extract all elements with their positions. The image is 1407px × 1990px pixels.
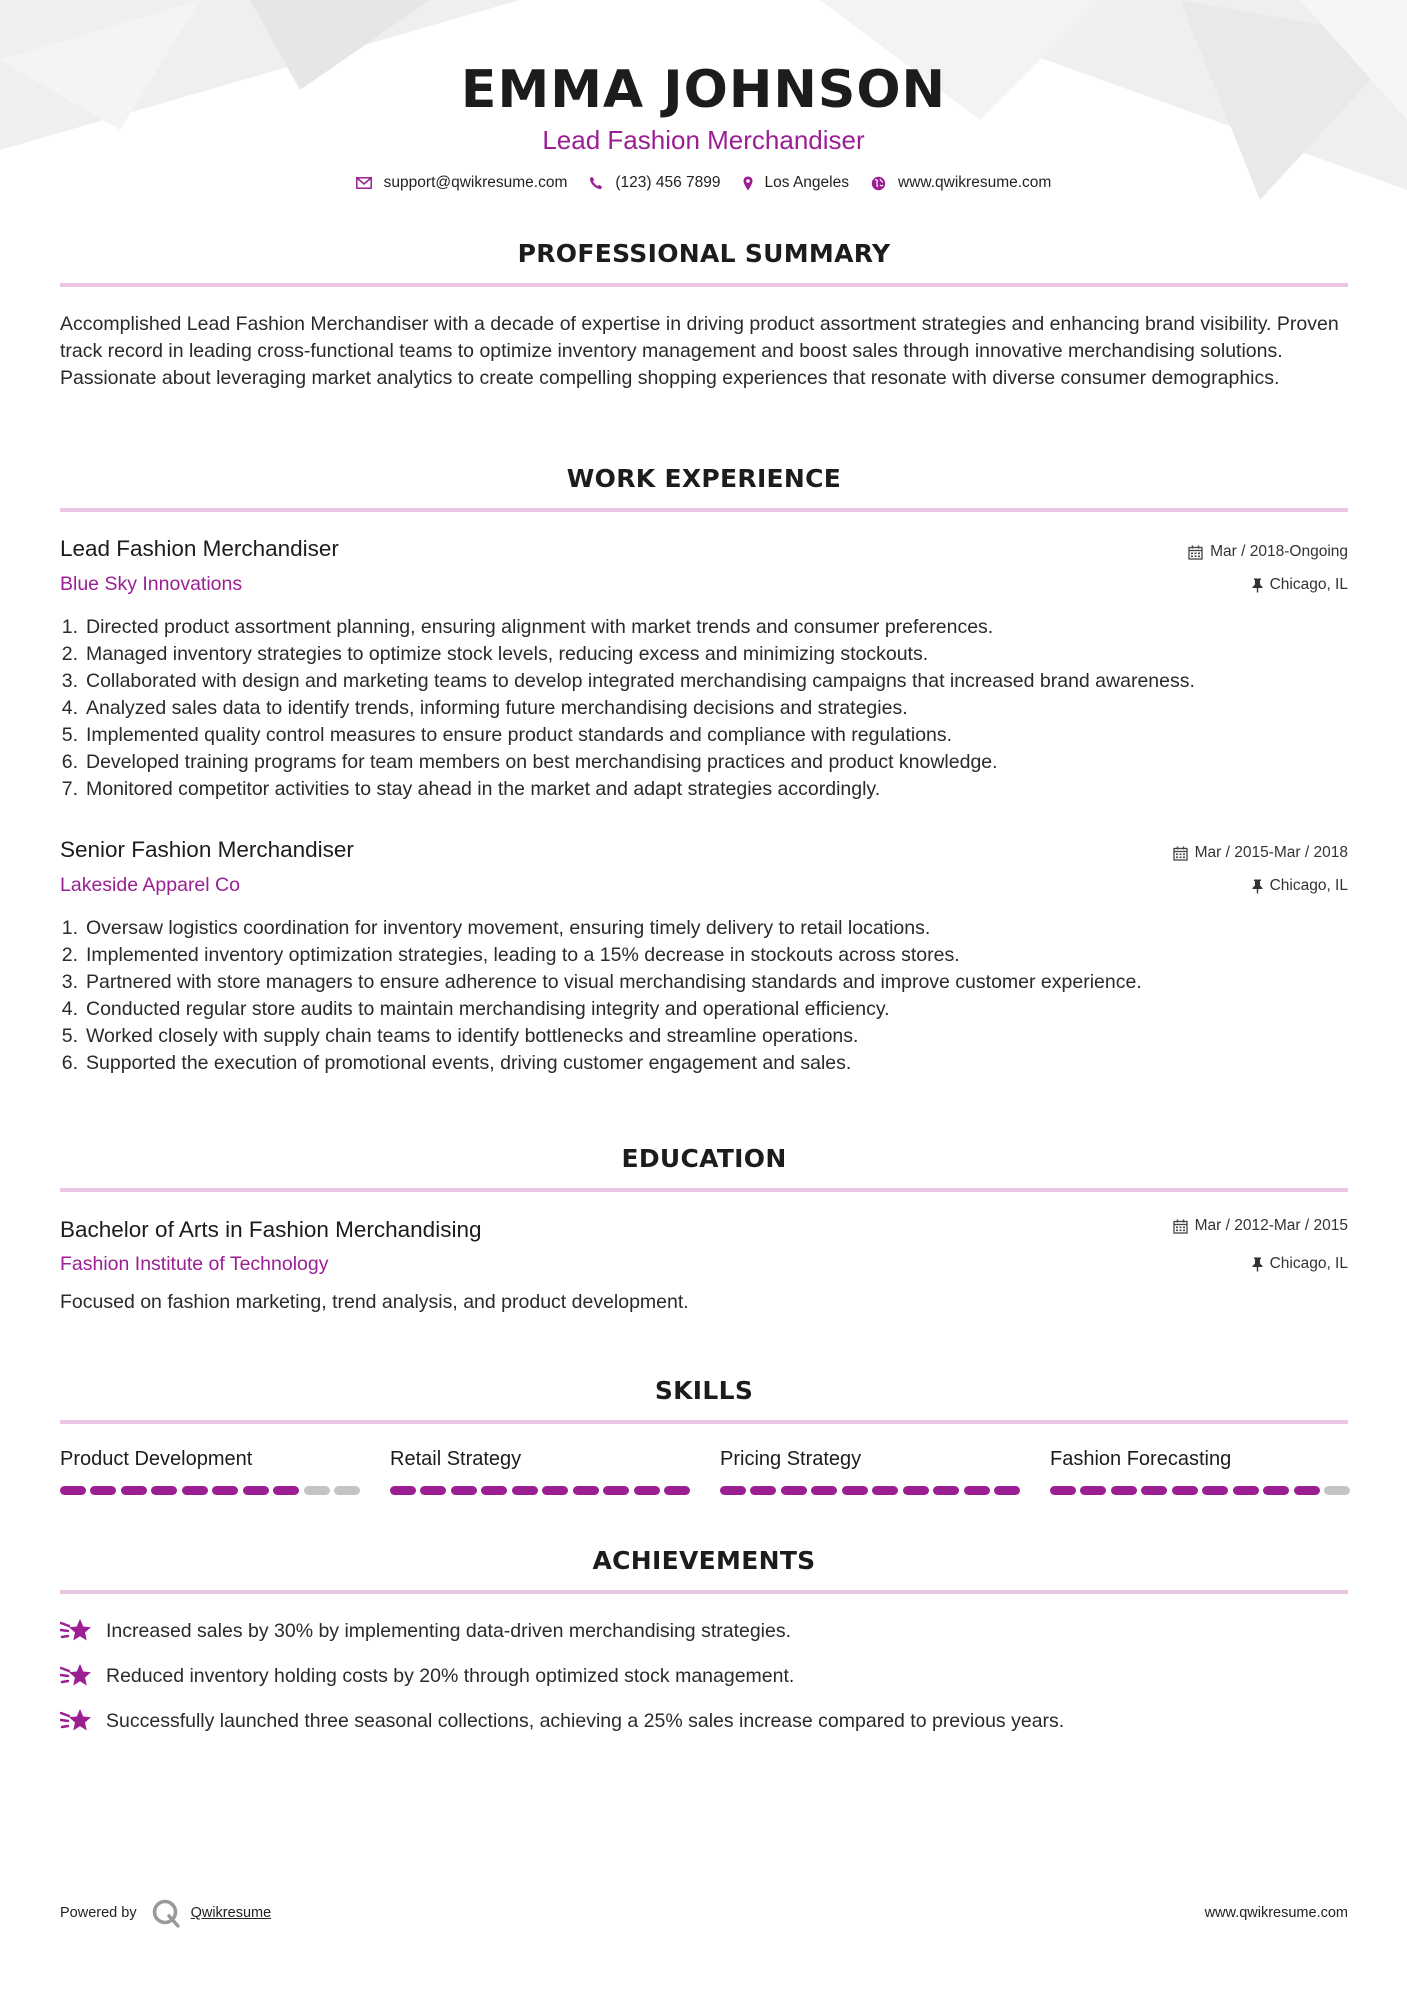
education-heading: EDUCATION [621, 1144, 787, 1173]
footer-website[interactable]: www.qwikresume.com [1204, 1905, 1348, 1921]
job-responsibilities [52, 614, 1352, 803]
achievement-item [60, 1707, 1064, 1735]
contact-bar [0, 174, 1407, 192]
list-item: 2. Implemented inventory optimization strategies, leading to a 15% decrease in stockouts across stores. [61, 944, 960, 966]
skill-segment-filled [273, 1486, 299, 1495]
skill-label: Retail Strategy [390, 1448, 522, 1470]
skills-divider [60, 1420, 1348, 1424]
skill-segment-filled [420, 1486, 446, 1495]
achievements-heading: ACHIEVEMENTS [592, 1546, 816, 1575]
skill-segment-filled [573, 1486, 599, 1495]
skill-segment-filled [872, 1486, 898, 1495]
list-item: 4. Conducted regular store audits to maintain merchandising integrity and operational efficiency. [61, 998, 890, 1020]
skill-segment-filled [933, 1486, 959, 1495]
qwikresume-link[interactable]: Qwikresume [190, 1905, 272, 1921]
skill-item [720, 1448, 1020, 1495]
education-divider [60, 1188, 1348, 1192]
job-title: Lead Fashion Merchandiser [60, 536, 339, 561]
footer-powered-by [60, 1898, 271, 1928]
skill-segment-filled [481, 1486, 507, 1495]
job-location-text: Chicago, IL [1269, 877, 1348, 894]
skill-segment-filled [60, 1486, 86, 1495]
list-item: 2. Managed inventory strategies to optimize stock levels, reducing excess and minimizing stockouts. [61, 643, 929, 665]
skills-heading: SKILLS [654, 1376, 754, 1405]
school-name: Fashion Institute of Technology [60, 1253, 329, 1275]
calendar-icon [1188, 545, 1203, 560]
experience-heading: WORK EXPERIENCE [566, 464, 842, 493]
education-description: Focused on fashion marketing, trend analysis, and product development. [60, 1291, 689, 1313]
skill-rating-bar [390, 1486, 690, 1495]
skill-segment-filled [634, 1486, 660, 1495]
website-text: www.qwikresume.com [898, 174, 1052, 191]
skill-segment-filled [964, 1486, 990, 1495]
skill-segment-filled [90, 1486, 116, 1495]
skill-segment-filled [603, 1486, 629, 1495]
achievement-text: Reduced inventory holding costs by 20% through optimized stock management. [106, 1664, 795, 1687]
degree-title: Bachelor of Arts in Fashion Merchandising [60, 1217, 482, 1242]
skill-segment-filled [1172, 1486, 1198, 1495]
contact-phone[interactable] [589, 174, 720, 192]
skill-segment-filled [1050, 1486, 1076, 1495]
powered-by-text: Powered by [60, 1905, 137, 1921]
qwikresume-logo-icon [151, 1898, 181, 1928]
job-dates [1173, 844, 1348, 862]
contact-website[interactable] [871, 174, 1051, 192]
shooting-star-icon [60, 1617, 92, 1645]
achievement-text: Successfully launched three seasonal collections, achieving a 25% sales increase compared to previous years. [106, 1709, 1065, 1732]
calendar-icon [1173, 846, 1188, 861]
candidate-role: Lead Fashion Merchandiser [542, 125, 865, 155]
education-location [1252, 1255, 1348, 1273]
skill-segment-empty [334, 1486, 360, 1495]
skill-segment-filled [1202, 1486, 1228, 1495]
education-location-text: Chicago, IL [1269, 1255, 1348, 1272]
experience-divider [60, 508, 1348, 512]
list-item: 6. Supported the execution of promotional events, driving customer engagement and sales. [61, 1052, 852, 1074]
achievement-text: Increased sales by 30% by implementing data-driven merchandising strategies. [106, 1619, 792, 1642]
phone-icon [589, 176, 603, 190]
contact-email[interactable] [356, 174, 568, 192]
list-item: 3. Partnered with store managers to ensure adherence to visual merchandising standards and improve customer experience. [61, 971, 1142, 993]
list-item: 7. Monitored competitor activities to stay ahead in the market and adapt strategies accordingly. [61, 778, 881, 800]
education-dates-text: Mar / 2012-Mar / 2015 [1194, 1217, 1348, 1234]
skill-item [390, 1448, 690, 1495]
skill-segment-empty [1324, 1486, 1350, 1495]
skill-segment-filled [664, 1486, 690, 1495]
skill-segment-filled [1141, 1486, 1167, 1495]
candidate-name: EMMA JOHNSON [460, 60, 947, 120]
skill-segment-filled [390, 1486, 416, 1495]
pushpin-icon [1252, 1257, 1263, 1272]
skill-label: Fashion Forecasting [1050, 1448, 1232, 1470]
skill-segment-filled [542, 1486, 568, 1495]
list-item: 1. Directed product assortment planning, ensuring alignment with market trends and consumer preferences. [61, 616, 994, 638]
location-text: Los Angeles [764, 174, 849, 191]
company-name: Lakeside Apparel Co [60, 874, 240, 896]
skill-segment-empty [304, 1486, 330, 1495]
skill-segment-filled [720, 1486, 746, 1495]
skill-segment-filled [781, 1486, 807, 1495]
contact-location [743, 174, 849, 192]
skill-segment-filled [1233, 1486, 1259, 1495]
skill-label: Product Development [60, 1448, 253, 1470]
skill-item [1050, 1448, 1350, 1495]
summary-text: Accomplished Lead Fashion Merchandiser with a decade of expertise in driving product assortment strategies and enhancing brand visibility. Proven track record in leading cross-functional teams to optimize inventory management and boost sales through innovative merchandising solutions. Passionate about leveraging market analytics to create compelling shopping experiences that resonate with diverse consumer demographics. [60, 313, 1339, 389]
summary-divider [60, 283, 1348, 287]
email-text: support@qwikresume.com [383, 174, 568, 191]
summary-heading: PROFESSIONAL SUMMARY [517, 239, 891, 268]
skill-segment-filled [243, 1486, 269, 1495]
calendar-icon [1173, 1219, 1188, 1234]
skill-segment-filled [994, 1486, 1020, 1495]
pushpin-icon [1252, 578, 1263, 593]
skill-segment-filled [1263, 1486, 1289, 1495]
skill-segment-filled [842, 1486, 868, 1495]
skill-rating-bar [60, 1486, 360, 1495]
globe-icon [871, 176, 886, 191]
map-pin-icon [743, 176, 753, 191]
list-item: 3. Collaborated with design and marketing teams to develop integrated merchandising campaigns that increased brand awareness. [61, 670, 1195, 692]
job-dates-text: Mar / 2018-Ongoing [1210, 543, 1348, 560]
skill-segment-filled [121, 1486, 147, 1495]
job-dates-text: Mar / 2015-Mar / 2018 [1194, 844, 1348, 861]
list-item: 6. Developed training programs for team members on best merchandising practices and product knowledge. [61, 751, 998, 773]
job-location [1252, 576, 1348, 594]
skill-rating-bar [1050, 1486, 1350, 1495]
envelope-icon [356, 177, 372, 189]
skill-label: Pricing Strategy [720, 1448, 862, 1470]
skill-rating-bar [720, 1486, 1020, 1495]
job-title: Senior Fashion Merchandiser [60, 837, 354, 862]
job-location-text: Chicago, IL [1269, 576, 1348, 593]
shooting-star-icon [60, 1662, 92, 1690]
skill-segment-filled [182, 1486, 208, 1495]
pushpin-icon [1252, 879, 1263, 894]
skill-segment-filled [151, 1486, 177, 1495]
list-item: 4. Analyzed sales data to identify trends, informing future merchandising decisions and strategies. [61, 697, 908, 719]
job-dates [1188, 543, 1348, 561]
skill-segment-filled [750, 1486, 776, 1495]
skill-segment-filled [1080, 1486, 1106, 1495]
achievements-divider [60, 1590, 1348, 1594]
skill-segment-filled [1111, 1486, 1137, 1495]
job-location [1252, 877, 1348, 895]
skills-grid [60, 1448, 1350, 1495]
skill-segment-filled [1294, 1486, 1320, 1495]
skill-segment-filled [512, 1486, 538, 1495]
phone-text: (123) 456 7899 [615, 174, 721, 191]
resume-header [0, 58, 1407, 156]
skill-item [60, 1448, 360, 1495]
achievement-item [60, 1617, 791, 1645]
skill-segment-filled [903, 1486, 929, 1495]
skill-segment-filled [811, 1486, 837, 1495]
skill-segment-filled [451, 1486, 477, 1495]
list-item: 5. Implemented quality control measures to ensure product standards and compliance with regulations. [61, 724, 953, 746]
education-dates [1173, 1217, 1348, 1235]
job-responsibilities [52, 915, 1352, 1077]
list-item: 5. Worked closely with supply chain teams to identify bottlenecks and streamline operations. [61, 1025, 859, 1047]
list-item: 1. Oversaw logistics coordination for inventory movement, ensuring timely delivery to retail locations. [61, 917, 931, 939]
skill-segment-filled [212, 1486, 238, 1495]
company-name: Blue Sky Innovations [60, 573, 243, 595]
achievement-item [60, 1662, 794, 1690]
shooting-star-icon [60, 1707, 92, 1735]
